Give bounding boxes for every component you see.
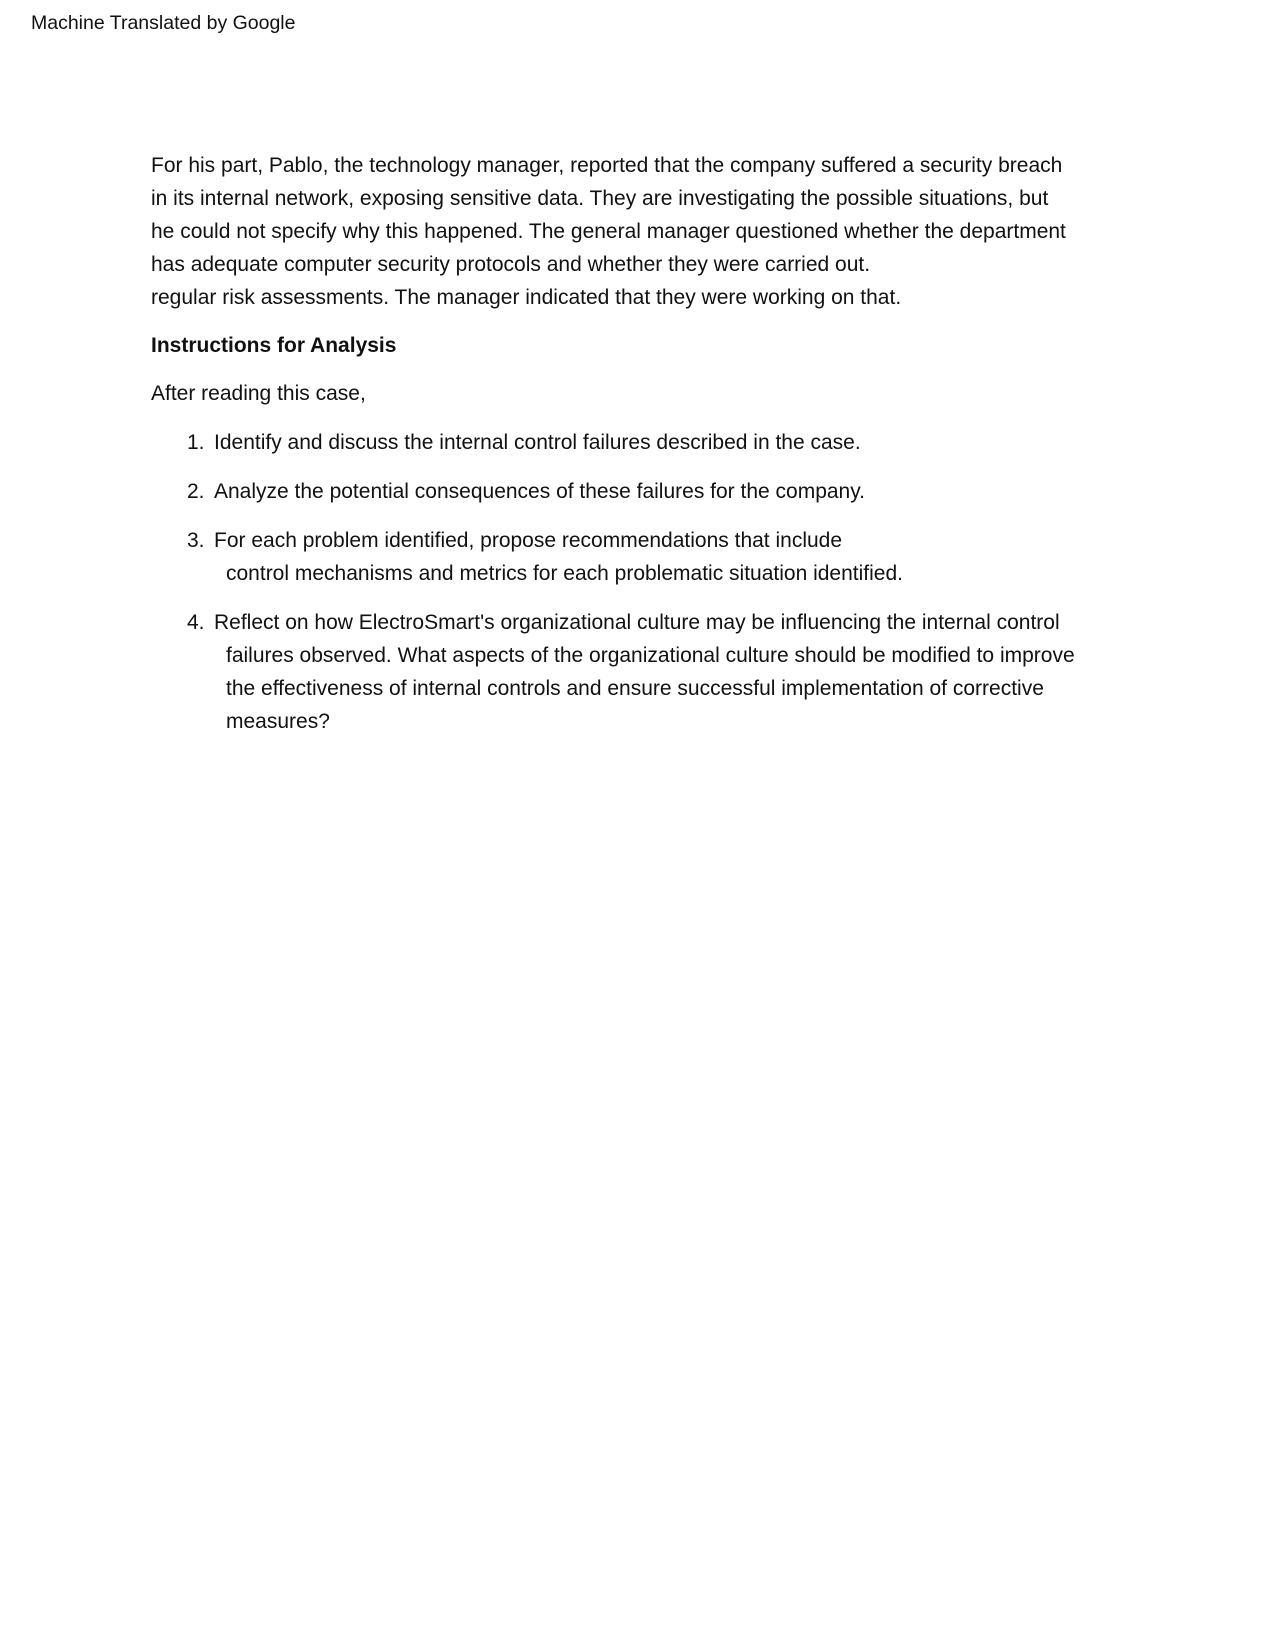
instruction-item bbox=[151, 606, 1141, 738]
paragraph-line: regular risk assessments. The manager indicated that they were working on that. bbox=[151, 286, 902, 309]
item-text-line: For each problem identified, propose recommendations that include bbox=[214, 529, 843, 552]
paragraph-line: he could not specify why this happened. The general manager questioned whether the department bbox=[151, 220, 1066, 243]
item-number: 4. bbox=[187, 611, 205, 634]
item-text-line: Analyze the potential consequences of these failures for the company. bbox=[214, 480, 866, 503]
item-text-line: Identify and discuss the internal control failures described in the case. bbox=[214, 431, 861, 454]
paragraph-line: in its internal network, exposing sensitive data. They are investigating the possible situations, but bbox=[151, 187, 1049, 210]
intro-text: After reading this case, bbox=[151, 382, 366, 405]
case-paragraph bbox=[151, 149, 1141, 314]
item-text-line: the effectiveness of internal controls and ensure successful implementation of corrective bbox=[226, 677, 1044, 700]
item-text-line: Reflect on how ElectroSmart's organizational culture may be influencing the internal control bbox=[214, 611, 1060, 634]
item-text-line: control mechanisms and metrics for each problematic situation identified. bbox=[226, 562, 903, 585]
instruction-item bbox=[151, 475, 1141, 508]
item-number: 3. bbox=[187, 529, 205, 552]
section-heading: Instructions for Analysis bbox=[151, 334, 397, 357]
paragraph-line: For his part, Pablo, the technology manager, reported that the company suffered a security breach bbox=[151, 154, 1063, 177]
instruction-item bbox=[151, 524, 1141, 590]
item-text-line: measures? bbox=[226, 710, 330, 733]
item-text-line: failures observed. What aspects of the organizational culture should be modified to improve bbox=[226, 644, 1075, 667]
paragraph-line: has adequate computer security protocols and whether they were carried out. bbox=[151, 253, 871, 276]
document-body bbox=[151, 149, 1141, 738]
instructions-list bbox=[151, 426, 1141, 738]
item-number: 2. bbox=[187, 480, 205, 503]
item-number: 1. bbox=[187, 431, 205, 454]
instruction-item bbox=[151, 426, 1141, 459]
machine-translation-note: Machine Translated by Google bbox=[31, 12, 296, 34]
